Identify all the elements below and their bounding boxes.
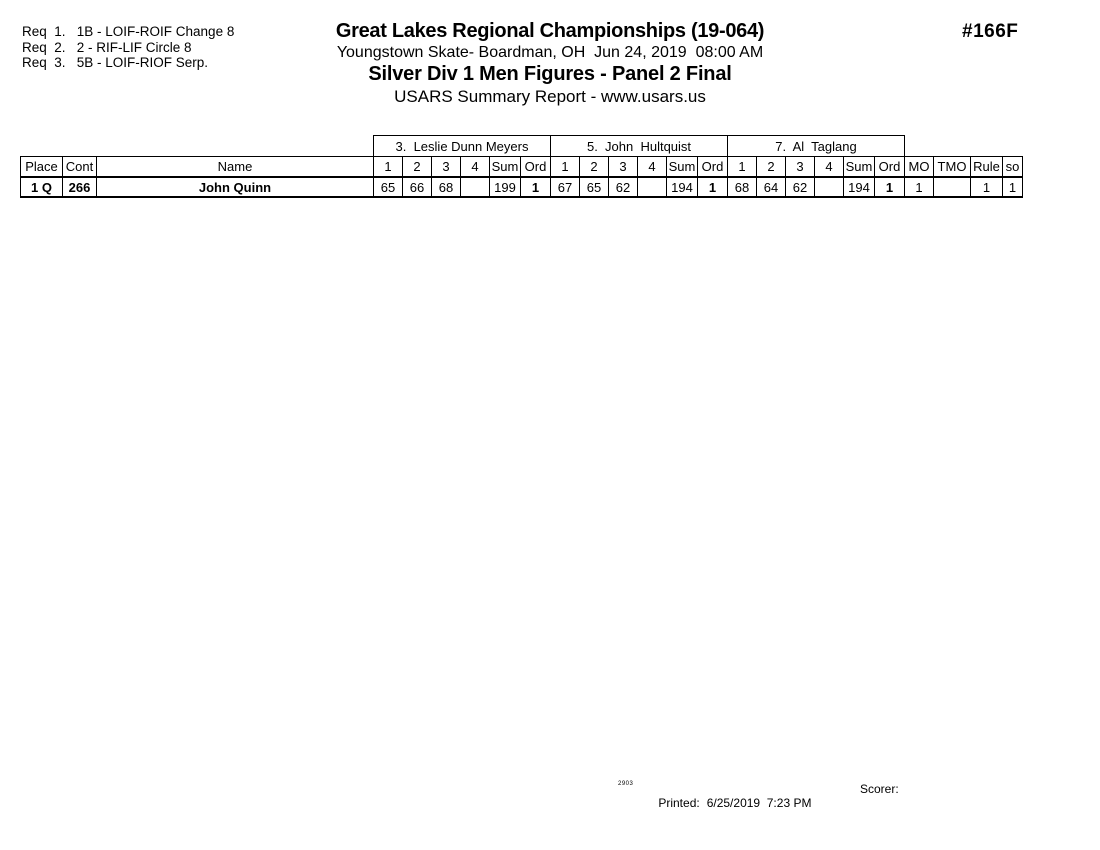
printed-label: Printed: xyxy=(658,796,700,810)
j3-score-1-cell: 68 xyxy=(728,177,757,197)
j1-score-3-cell: 68 xyxy=(432,177,461,197)
requirement-line-1: Req 1. 1B - LOIF-ROIF Change 8 xyxy=(22,24,235,39)
j2-score-1-cell: 67 xyxy=(551,177,580,197)
j3-sum-cell: 194 xyxy=(844,177,875,197)
place-cell: 1 Q xyxy=(21,177,63,197)
event-number: #166F xyxy=(962,21,1019,42)
j1-sum-cell: 199 xyxy=(490,177,521,197)
col-header-j1-3: 3 xyxy=(432,157,461,178)
j3-ord-cell: 1 xyxy=(875,177,905,197)
col-header-j2-1: 1 xyxy=(551,157,580,178)
j2-score-2-cell: 65 xyxy=(580,177,609,197)
results-table xyxy=(20,135,1023,198)
col-header-j3-1: 1 xyxy=(728,157,757,178)
j1-ord-cell: 1 xyxy=(521,177,551,197)
col-header-place: Place xyxy=(21,157,63,178)
col-header-so: so xyxy=(1003,157,1023,178)
j3-score-4-cell xyxy=(815,177,844,197)
printed-timestamp xyxy=(645,782,811,824)
col-header-tmo: TMO xyxy=(934,157,971,178)
col-header-j3-sum: Sum xyxy=(844,157,875,178)
col-header-j2-2: 2 xyxy=(580,157,609,178)
j1-score-4-cell xyxy=(461,177,490,197)
report-type-line: USARS Summary Report - www.usars.us xyxy=(394,87,706,106)
j1-score-2-cell: 66 xyxy=(403,177,432,197)
j2-score-3-cell: 62 xyxy=(609,177,638,197)
event-title: Silver Div 1 Men Figures - Panel 2 Final xyxy=(368,63,732,85)
j3-score-2-cell: 64 xyxy=(757,177,786,197)
col-header-j2-3: 3 xyxy=(609,157,638,178)
results-table-wrapper xyxy=(20,135,1023,198)
col-header-j2-ord: Ord xyxy=(698,157,728,178)
col-header-mo: MO xyxy=(905,157,934,178)
j2-score-4-cell xyxy=(638,177,667,197)
col-header-j1-1: 1 xyxy=(374,157,403,178)
col-header-j1-4: 4 xyxy=(461,157,490,178)
col-header-j3-3: 3 xyxy=(786,157,815,178)
col-header-j3-ord: Ord xyxy=(875,157,905,178)
so-cell: 1 xyxy=(1003,177,1023,197)
rule-cell: 1 xyxy=(971,177,1003,197)
col-header-j1-sum: Sum xyxy=(490,157,521,178)
championship-title: Great Lakes Regional Championships (19-064) xyxy=(335,20,765,42)
j1-score-1-cell: 65 xyxy=(374,177,403,197)
j3-score-3-cell: 62 xyxy=(786,177,815,197)
col-header-j1-2: 2 xyxy=(403,157,432,178)
report-header xyxy=(0,20,1100,108)
col-header-rule: Rule xyxy=(971,157,1003,178)
scorer-label: Scorer: xyxy=(860,782,899,796)
printed-value: 6/25/2019 7:23 PM xyxy=(706,796,812,810)
judge-1-name: 3. Leslie Dunn Meyers xyxy=(374,136,551,157)
judge-row-right-spacer xyxy=(905,136,1023,157)
requirement-line-2: Req 2. 2 - RIF-LIF Circle 8 xyxy=(22,39,192,55)
col-header-cont: Cont xyxy=(63,157,97,178)
requirement-line-3: Req 3. 5B - LOIF-RIOF Serp. xyxy=(22,55,209,70)
j2-sum-cell: 194 xyxy=(667,177,698,197)
contestant-number-cell: 266 xyxy=(63,177,97,197)
col-header-name: Name xyxy=(97,157,374,178)
column-header-row xyxy=(21,157,1023,178)
judge-row-left-spacer xyxy=(21,136,374,157)
j2-ord-cell: 1 xyxy=(698,177,728,197)
result-row xyxy=(21,177,1023,197)
judge-names-row xyxy=(21,136,1023,157)
col-header-j2-4: 4 xyxy=(638,157,667,178)
judge-3-name: 7. Al Taglang xyxy=(728,136,905,157)
col-header-j3-4: 4 xyxy=(815,157,844,178)
judge-2-name: 5. John Hultquist xyxy=(551,136,728,157)
venue-date-line: Youngstown Skate- Boardman, OH Jun 24, 2019 08:00 AM xyxy=(336,44,764,61)
tmo-cell xyxy=(934,177,971,197)
col-header-j3-2: 2 xyxy=(757,157,786,178)
col-header-j1-ord: Ord xyxy=(521,157,551,178)
skater-name-cell: John Quinn xyxy=(97,177,374,197)
version-code: 2903 xyxy=(618,781,634,787)
col-header-j2-sum: Sum xyxy=(667,157,698,178)
mo-cell: 1 xyxy=(905,177,934,197)
